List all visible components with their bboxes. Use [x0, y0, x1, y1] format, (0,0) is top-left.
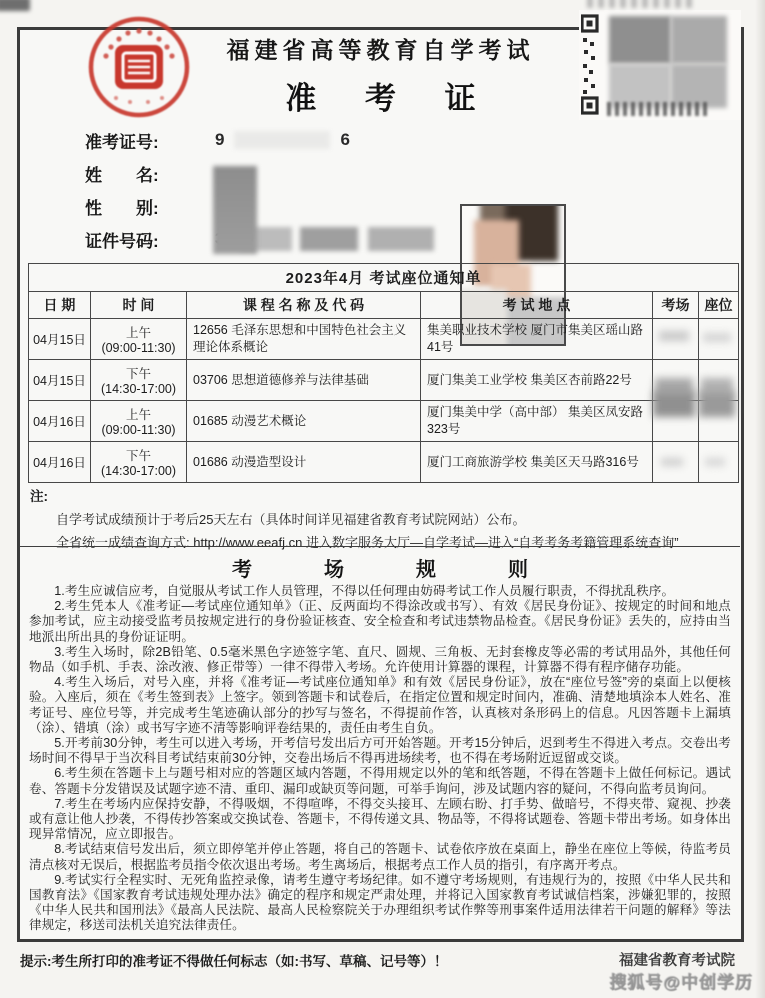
rules-section — [29, 584, 731, 934]
table-header-row — [29, 292, 739, 319]
exam-session: 上午 — [125, 326, 151, 340]
exam-session: 下午 — [125, 367, 151, 381]
id-redaction-3 — [368, 227, 434, 251]
exam-location: 集美职业技术学校 厦门市集美区瑶山路41号 — [421, 319, 653, 360]
issuing-authority: 福建省教育考试院 — [619, 953, 735, 969]
watermark: 搜狐号@中创学历 — [609, 973, 753, 992]
seat-notice-table — [28, 263, 739, 483]
exam-date: 04月16日 — [29, 442, 91, 483]
ticket-number-label: 准考证号: — [85, 132, 159, 152]
ticket-number-prefix: 9 — [215, 130, 225, 149]
exam-location: 厦门集美中学（高中部） 集美区凤安路323号 — [421, 401, 653, 442]
gender-label: 性 别: — [85, 198, 159, 218]
exam-hours: (09:00-11:30) — [101, 341, 176, 355]
exam-date: 04月15日 — [29, 360, 91, 401]
table-row — [29, 401, 739, 442]
table-row — [29, 442, 739, 483]
exam-course: 12656 毛泽东思想和中国特色社会主义理论体系概论 — [187, 319, 421, 360]
name-row — [85, 159, 197, 187]
rule-item: 8.考试结束信号发出后，须立即停笔并停止答题，将自己的答题卡、试卷依序放在桌面上，静坐在座位上等候，待监考员清点核对无误后，根据监考员指令依次退出考场。考生离场后，根据考点工作人员的指引，有序离开考点。 — [29, 842, 731, 872]
name-gender-redaction — [213, 166, 257, 254]
id-number-label: 证件号码: — [85, 231, 159, 251]
table-title: 2023年4月 考试座位通知单 — [29, 264, 739, 292]
notes-label: 注: — [30, 489, 48, 504]
id-number-row — [85, 225, 434, 253]
exam-time — [91, 401, 187, 442]
col-location: 考 试 地 点 — [421, 292, 653, 319]
exam-authority-seal-icon — [86, 14, 192, 120]
exam-hours: (14:30-17:00) — [100, 382, 177, 396]
exam-course: 01685 动漫艺术概论 — [187, 401, 421, 442]
exam-seat-redacted — [699, 401, 739, 442]
col-seat: 座位 — [699, 292, 739, 319]
col-room: 考场 — [653, 292, 699, 319]
name-label: 姓 名: — [85, 165, 159, 185]
exam-date: 04月16日 — [29, 401, 91, 442]
exam-seat-redacted — [699, 442, 739, 483]
rule-item: 9.考试实行全程实时、无死角监控录像，请考生遵守考场纪律。如不遵守考场规则，有违规行为的，按照《中华人民共和国教育法》《国家教育考试违规处理办法》确定的程序和规定严肃处理，并将记入国家教育考试诚信档案，涉嫌犯罪的，按照《中华人民共和国刑法》《最高人民法院、最高人民检察院关于办理组织考试作弊等刑事案件适用法律若干问题的解释》等法律规定，移送司法机关追究法律责任。 — [29, 872, 731, 933]
exam-course: 03706 思想道德修养与法律基础 — [187, 360, 421, 401]
table-row — [29, 319, 739, 360]
ticket-number-redaction — [234, 131, 330, 149]
personal-info-section — [20, 118, 740, 260]
ticket-number-row — [85, 126, 350, 154]
exam-seat-redacted — [699, 319, 739, 360]
page-title: 准 考 证 — [285, 81, 496, 116]
document-frame — [17, 27, 744, 942]
exam-room-redacted — [653, 442, 699, 483]
exam-time — [91, 319, 187, 360]
qr-redaction-mosaic — [609, 16, 727, 108]
exam-time — [91, 360, 187, 401]
scan-artifact — [0, 0, 30, 11]
exam-session: 上午 — [125, 408, 151, 422]
exam-hours: (14:30-17:00) — [100, 464, 177, 478]
rules-title: 考 场 规 则 — [232, 559, 554, 581]
exam-hours: (09:00-11:30) — [101, 423, 176, 437]
col-date: 日 期 — [29, 292, 91, 319]
exam-location: 厦门工商旅游学校 集美区天马路316号 — [421, 442, 653, 483]
col-course: 课 程 名 称 及 代 码 — [187, 292, 421, 319]
rule-item: 1.考生应诚信应考，自觉服从考试工作人员管理，不得以任何理由妨碍考试工作人员履行职责，不得扰乱秩序。 — [54, 584, 675, 598]
section-divider — [20, 546, 740, 547]
exam-course: 01686 动漫造型设计 — [187, 442, 421, 483]
rule-item: 6.考生须在答题卡上与题号相对应的答题区域内答题，不得用规定以外的笔和纸答题，不得在答题卡上做任何标记。遇试卷、答题卡分发错误及试题字迹不清、重印、漏印或缺页等问题，可举手询问，涉及试题内容的疑问，不得向监考员询问。 — [29, 766, 731, 796]
ticket-number-suffix: 6 — [340, 130, 350, 149]
rule-item: 4.考生入场后，对号入座，并将《准考证—考试座位通知单》和有效《居民身份证》，放在“座位号签”旁的桌面上以便核验。入座后，须在《考生签到表》上签字。领到答题卡和试卷后，在指定位置和规定时间内，准确、清楚地填涂本人姓名、准考证号、座位号等，并完成考生笔迹确认部分的抄写与签名，不得提前作答，认真核对条形码上的信息。凡因答题卡上漏填（涂）、错填（涂）或书写字迹不清等影响评卷结果的，责任由考生自负。 — [29, 675, 731, 735]
col-time: 时 间 — [91, 292, 187, 319]
qr-bottom-dots — [607, 102, 707, 116]
exam-location: 厦门集美工业学校 集美区杏前路22号 — [421, 360, 653, 401]
exam-date: 04月15日 — [29, 319, 91, 360]
exam-room-redacted — [653, 319, 699, 360]
exam-room-redacted — [653, 401, 699, 442]
qr-code — [579, 10, 741, 120]
footer-tip: 提示:考生所打印的准考证不得做任何标志（如:书写、草稿、记号等）！ — [20, 954, 448, 969]
notes-line-1: 自学考试成绩预计于考后25天左右（具体时间详见福建省教育考试院网站）公布。 — [56, 512, 526, 527]
rule-item: 2.考生凭本人《准考证—考试座位通知单》（正、反两面均不得涂改或书写）、有效《居民身份证》、按规定的时间和地点参加考试，应主动接受监考员按规定进行的身份验证核查、安全检查和考试违禁物品检查。《居民身份证》丢失的，应持由当地派出所出具的身份证证明。 — [29, 599, 731, 644]
rule-item: 5.开考前30分钟，考生可以进入考场，开考信号发出后方可开始答题。开考15分钟后，迟到考生不得进入考点。交卷出考场时间不得早于当次科目考试结束前30分钟，交卷出场后不得再进场续考，也不得在考场附近逗留或交谈。 — [29, 736, 731, 766]
table-row — [29, 360, 739, 401]
rule-item: 7.考生在考场内应保持安静，不得吸烟，不得喧哗，不得交头接耳、左顾右盼、打手势、做暗号，不得夹带、窥视、抄袭或有意让他人抄袭，不得传抄答案或交换试卷、答题卡，不得传递文具、物品等，不得将试题卷、答题卡带出考场。如身体出现异常情况，应立即报告。 — [29, 796, 731, 842]
id-redaction-2 — [300, 227, 358, 251]
document-titles — [227, 32, 535, 118]
exam-time — [91, 442, 187, 483]
notes-section — [30, 485, 732, 551]
scan-edge-shadow — [755, 0, 765, 998]
ticket-number-value — [215, 130, 350, 150]
gender-row — [85, 192, 197, 220]
exam-session: 下午 — [125, 449, 151, 463]
rule-item: 3.考生入场时，除2B铅笔、0.5毫米黑色字迹签字笔、直尺、圆规、三角板、无封套橡皮等必需的考试用品外，其他任何物品（如手机、手表、涂改液、修正带等）一律不得带入考场。允许使用计算器的课程，计算器不得有程序储存功能。 — [29, 644, 731, 675]
notes-line-2: 全省统一成绩查询方式: http://www.eeafj.cn 进入数字服务大厅—自学考试—进入“自考考务考籍管理系统查询” — [56, 535, 679, 550]
org-title: 福建省高等教育自学考试 — [226, 37, 535, 63]
redacted-handwriting — [587, 0, 695, 8]
